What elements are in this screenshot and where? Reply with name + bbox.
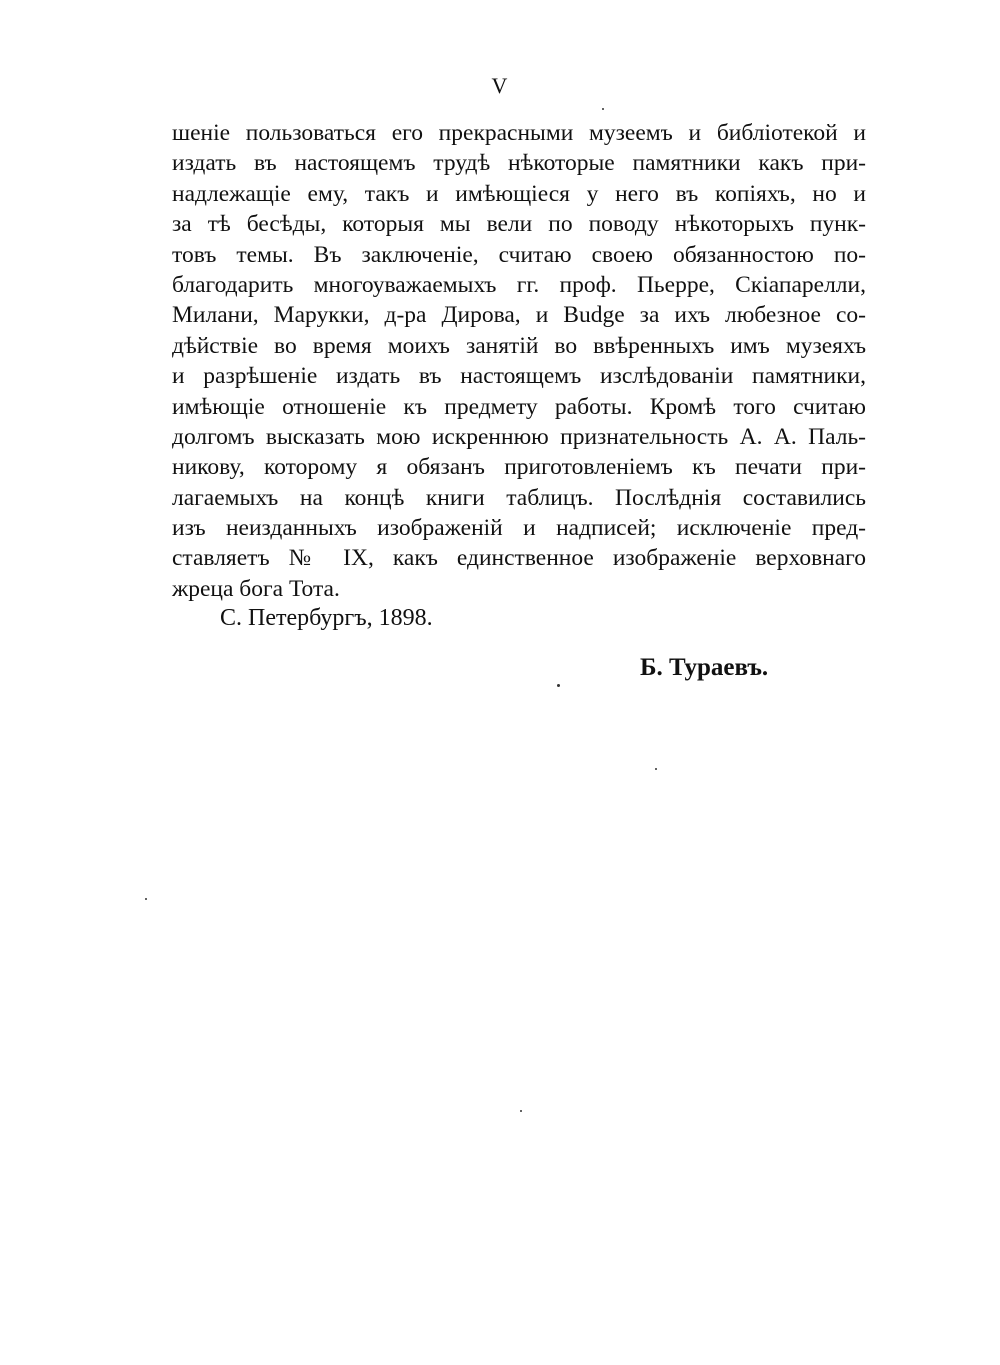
text-line: благодарить многоуважаемыхъ гг. проф. Пьерре, Скіапарелли, [172, 271, 866, 298]
signature: Б. Тураевъ. [640, 654, 769, 681]
text-line: и разрѣшеніе издать въ настоящемъ изслѣдованіи памятники, [172, 363, 866, 390]
text-line: шеніе пользоваться его прекрасными музеемъ и библіотекой и [172, 120, 866, 146]
place-date: С. Петербургъ, 1898. [220, 605, 433, 631]
text-line: изъ неизданныхъ изображеній и надписей; исключеніе пред- [172, 515, 866, 542]
text-line: лагаемыхъ на концѣ книги таблицъ. Послѣднія составились [172, 484, 866, 511]
text-line: ставляетъ № IX, какъ единственное изображеніе верховнаго [172, 545, 866, 572]
scan-speck [557, 684, 560, 687]
text-line: никову, которому я обязанъ приготовленіемъ къ печати при- [172, 454, 866, 481]
text-line-last: жреца бога Тота. [172, 575, 340, 602]
text-line: долгомъ высказать мою искреннюю признательность А. А. Паль- [172, 423, 866, 450]
text-line: Милани, Марукки, д-ра Дирова, и Budge за ихъ любезное со- [172, 302, 866, 329]
text-line: за тѣ бесѣды, которыя мы вели по поводу нѣкоторыхъ пунк- [172, 211, 866, 238]
body-text [172, 118, 866, 604]
scan-speck [520, 1110, 522, 1112]
text-line: имѣющіе отношеніе къ предмету работы. Кромѣ того считаю [172, 393, 866, 420]
scan-speck [145, 898, 147, 900]
scan-speck [655, 768, 657, 770]
page-number: V [491, 73, 509, 98]
text-line: надлежащіе ему, такъ и имѣющіеся у него въ копіяхъ, но и [172, 180, 866, 207]
text-line: издать въ настоящемъ трудѣ нѣкоторые памятники какъ при- [172, 150, 866, 177]
text-line: товъ темы. Въ заключеніе, считаю своею обязанностою по- [172, 241, 866, 268]
scan-speck [602, 108, 604, 110]
text-line: дѣйствіе во время моихъ занятій во ввѣренныхъ имъ музеяхъ [172, 332, 866, 359]
